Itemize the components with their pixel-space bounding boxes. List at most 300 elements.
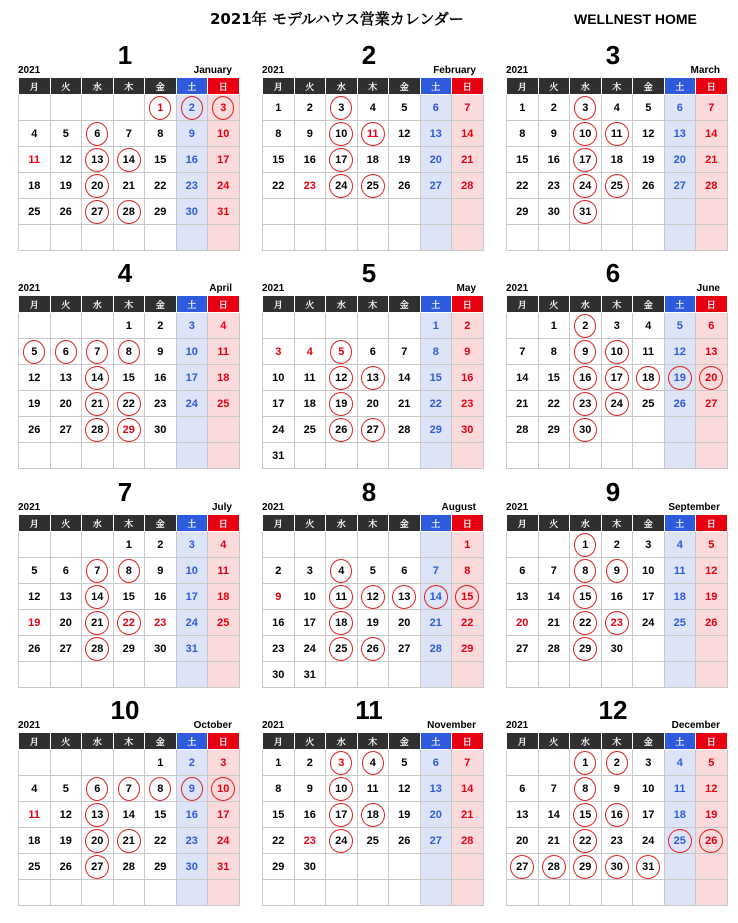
day-number: 23 <box>154 616 167 629</box>
empty-cell <box>50 532 82 558</box>
day-cell <box>420 610 452 636</box>
day-number: 23 <box>547 179 560 192</box>
day-cell <box>664 95 696 121</box>
empty-cell <box>389 532 421 558</box>
day-number: 6 <box>676 101 683 114</box>
day-number: 11 <box>673 782 686 795</box>
day-number: 7 <box>519 345 526 358</box>
day-number: 3 <box>645 756 652 769</box>
month-year: 2021 <box>506 502 529 513</box>
day-cell <box>664 147 696 173</box>
month-number: 1 <box>117 40 133 70</box>
day-number: 24 <box>303 642 316 655</box>
day-number: 20 <box>429 153 442 166</box>
day-cell <box>664 121 696 147</box>
weekday-header: 金 <box>633 78 665 95</box>
day-number: 26 <box>642 179 655 192</box>
empty-cell <box>82 95 114 121</box>
day-cell <box>326 391 358 417</box>
weekday-header: 金 <box>145 733 177 750</box>
day-number: 27 <box>59 642 72 655</box>
day-number: 19 <box>28 397 41 410</box>
day-cell <box>113 365 145 391</box>
day-number: 8 <box>275 782 282 795</box>
weekday-header: 火 <box>50 296 82 313</box>
day-number: 15 <box>154 153 167 166</box>
empty-cell <box>19 443 51 469</box>
day-number: 26 <box>59 860 72 873</box>
month-april <box>18 258 232 469</box>
day-number: 16 <box>154 590 167 603</box>
day-number: 23 <box>610 834 623 847</box>
day-number: 5 <box>708 756 715 769</box>
day-number: 29 <box>547 423 560 436</box>
day-cell <box>50 339 82 365</box>
day-number: 1 <box>464 538 471 551</box>
empty-cell <box>50 662 82 688</box>
day-cell <box>420 339 452 365</box>
weekday-header: 火 <box>50 78 82 95</box>
month-header <box>18 695 232 732</box>
weekday-header: 木 <box>357 296 389 313</box>
day-cell <box>633 147 665 173</box>
day-number: 5 <box>401 756 408 769</box>
empty-cell <box>601 225 633 251</box>
day-cell <box>420 802 452 828</box>
day-number: 17 <box>217 808 230 821</box>
day-number: 22 <box>516 179 529 192</box>
day-number: 29 <box>154 205 167 218</box>
day-cell <box>507 417 539 443</box>
day-cell <box>208 802 240 828</box>
day-number: 4 <box>676 756 683 769</box>
month-table <box>262 295 484 469</box>
day-cell <box>389 776 421 802</box>
closed-day-number: 22 <box>579 834 592 847</box>
day-cell <box>82 636 114 662</box>
day-number: 25 <box>366 834 379 847</box>
day-cell <box>696 339 728 365</box>
closed-day-number: 25 <box>610 179 623 192</box>
day-number: 14 <box>705 127 718 140</box>
month-name: February <box>433 65 476 76</box>
closed-day-number: 8 <box>582 564 589 577</box>
day-cell <box>82 365 114 391</box>
day-cell <box>113 417 145 443</box>
empty-cell <box>294 880 326 906</box>
day-number: 1 <box>519 101 526 114</box>
day-cell <box>176 95 208 121</box>
day-cell <box>82 854 114 880</box>
day-cell <box>176 610 208 636</box>
day-cell <box>50 417 82 443</box>
day-number: 28 <box>461 834 474 847</box>
weekday-header: 水 <box>326 78 358 95</box>
day-cell <box>263 443 295 469</box>
day-cell <box>696 584 728 610</box>
day-cell <box>294 339 326 365</box>
day-number: 7 <box>464 101 471 114</box>
empty-cell <box>113 750 145 776</box>
day-cell <box>389 610 421 636</box>
empty-cell <box>263 880 295 906</box>
empty-cell <box>420 854 452 880</box>
day-cell <box>19 365 51 391</box>
weekday-header: 月 <box>19 296 51 313</box>
day-cell <box>113 610 145 636</box>
day-cell <box>664 610 696 636</box>
day-number: 27 <box>429 834 442 847</box>
day-cell <box>50 802 82 828</box>
day-cell <box>538 417 570 443</box>
day-cell <box>696 610 728 636</box>
day-number: 29 <box>516 205 529 218</box>
day-cell <box>538 854 570 880</box>
day-cell <box>601 365 633 391</box>
day-cell <box>452 121 484 147</box>
day-cell <box>389 95 421 121</box>
closed-day-number: 18 <box>366 808 379 821</box>
day-number: 19 <box>366 616 379 629</box>
day-cell <box>452 339 484 365</box>
day-cell <box>176 391 208 417</box>
day-cell <box>570 532 602 558</box>
empty-cell <box>696 880 728 906</box>
day-number: 15 <box>122 371 135 384</box>
day-number: 3 <box>306 564 313 577</box>
day-number: 15 <box>122 590 135 603</box>
empty-cell <box>570 225 602 251</box>
day-cell <box>452 391 484 417</box>
day-number: 18 <box>366 153 379 166</box>
day-number: 4 <box>31 127 38 140</box>
empty-cell <box>507 313 539 339</box>
weekday-header: 土 <box>664 296 696 313</box>
day-number: 2 <box>157 538 164 551</box>
day-cell <box>294 95 326 121</box>
day-cell <box>633 776 665 802</box>
day-cell <box>208 584 240 610</box>
day-number: 24 <box>642 834 655 847</box>
month-november <box>262 695 476 906</box>
empty-cell <box>176 880 208 906</box>
day-cell <box>294 121 326 147</box>
closed-day-number: 19 <box>335 397 348 410</box>
closed-day-number: 25 <box>366 179 379 192</box>
day-cell <box>208 558 240 584</box>
empty-cell <box>19 880 51 906</box>
month-table <box>506 77 728 251</box>
day-cell <box>570 147 602 173</box>
day-cell <box>19 147 51 173</box>
day-number: 9 <box>157 564 164 577</box>
day-number: 18 <box>673 590 686 603</box>
day-cell <box>50 636 82 662</box>
empty-cell <box>664 199 696 225</box>
day-cell <box>601 558 633 584</box>
weekday-header: 日 <box>696 515 728 532</box>
closed-day-number: 14 <box>122 153 135 166</box>
month-name: April <box>209 283 232 294</box>
day-number: 16 <box>461 371 474 384</box>
month-table <box>18 295 240 469</box>
weekday-header: 火 <box>538 733 570 750</box>
month-december <box>506 695 720 906</box>
closed-day-number: 17 <box>610 371 623 384</box>
empty-cell <box>696 662 728 688</box>
empty-cell <box>664 662 696 688</box>
day-cell <box>50 828 82 854</box>
day-cell <box>145 391 177 417</box>
closed-day-number: 7 <box>94 564 101 577</box>
empty-cell <box>633 636 665 662</box>
empty-cell <box>357 854 389 880</box>
day-number: 19 <box>705 590 718 603</box>
day-cell <box>570 802 602 828</box>
day-cell <box>570 636 602 662</box>
day-number: 17 <box>185 590 198 603</box>
empty-cell <box>176 443 208 469</box>
day-cell <box>570 199 602 225</box>
day-cell <box>664 313 696 339</box>
day-cell <box>570 610 602 636</box>
day-cell <box>19 121 51 147</box>
month-header <box>506 695 720 732</box>
day-cell <box>208 339 240 365</box>
empty-cell <box>208 417 240 443</box>
day-cell <box>696 391 728 417</box>
day-number: 11 <box>28 153 41 166</box>
day-cell <box>82 121 114 147</box>
empty-cell <box>538 225 570 251</box>
day-number: 1 <box>157 756 164 769</box>
month-header <box>506 477 720 514</box>
day-number: 2 <box>464 319 471 332</box>
closed-day-number: 9 <box>613 564 620 577</box>
day-cell <box>389 173 421 199</box>
empty-cell <box>389 662 421 688</box>
day-cell <box>664 776 696 802</box>
empty-cell <box>82 880 114 906</box>
month-table <box>506 295 728 469</box>
month-june <box>506 258 720 469</box>
day-number: 12 <box>398 782 411 795</box>
closed-day-number: 12 <box>335 371 348 384</box>
day-cell <box>420 173 452 199</box>
day-cell <box>263 750 295 776</box>
day-cell <box>145 828 177 854</box>
empty-cell <box>696 854 728 880</box>
day-number: 11 <box>366 782 379 795</box>
day-cell <box>263 391 295 417</box>
weekday-header: 火 <box>538 515 570 532</box>
weekday-header: 土 <box>664 78 696 95</box>
day-cell <box>696 365 728 391</box>
empty-cell <box>145 880 177 906</box>
day-number: 13 <box>59 371 72 384</box>
day-cell <box>263 610 295 636</box>
day-number: 31 <box>185 642 198 655</box>
day-number: 6 <box>432 101 439 114</box>
closed-day-number: 8 <box>582 782 589 795</box>
day-cell <box>326 584 358 610</box>
closed-day-number: 17 <box>335 808 348 821</box>
day-cell <box>145 417 177 443</box>
day-number: 7 <box>125 127 132 140</box>
day-cell <box>507 173 539 199</box>
closed-day-number: 24 <box>579 179 592 192</box>
empty-cell <box>696 417 728 443</box>
day-number: 29 <box>461 642 474 655</box>
weekday-header: 土 <box>176 296 208 313</box>
day-number: 2 <box>275 564 282 577</box>
day-cell <box>176 828 208 854</box>
day-number: 10 <box>217 127 230 140</box>
empty-cell <box>633 880 665 906</box>
empty-cell <box>538 532 570 558</box>
day-number: 5 <box>62 782 69 795</box>
day-cell <box>82 339 114 365</box>
day-cell <box>294 173 326 199</box>
day-cell <box>664 173 696 199</box>
day-number: 13 <box>429 782 442 795</box>
day-cell <box>633 828 665 854</box>
day-cell <box>294 417 326 443</box>
weekday-header: 日 <box>696 78 728 95</box>
month-name: January <box>193 65 232 76</box>
day-number: 21 <box>547 834 560 847</box>
day-cell <box>176 147 208 173</box>
day-cell <box>113 199 145 225</box>
day-number: 22 <box>272 834 285 847</box>
day-number: 23 <box>272 642 285 655</box>
day-cell <box>176 636 208 662</box>
day-number: 20 <box>429 808 442 821</box>
weekday-header: 水 <box>326 515 358 532</box>
day-number: 15 <box>272 808 285 821</box>
weekday-header: 木 <box>113 78 145 95</box>
day-cell <box>294 147 326 173</box>
day-number: 26 <box>398 834 411 847</box>
closed-day-number: 26 <box>705 834 718 847</box>
month-name: March <box>690 65 720 76</box>
weekday-header: 日 <box>452 78 484 95</box>
day-number: 22 <box>272 179 285 192</box>
empty-cell <box>326 662 358 688</box>
day-cell <box>294 365 326 391</box>
closed-day-number: 17 <box>579 153 592 166</box>
day-cell <box>113 147 145 173</box>
closed-day-number: 6 <box>94 127 101 140</box>
day-cell <box>389 750 421 776</box>
day-number: 8 <box>519 127 526 140</box>
weekday-header: 月 <box>263 296 295 313</box>
day-number: 2 <box>306 101 313 114</box>
empty-cell <box>82 750 114 776</box>
closed-day-number: 21 <box>122 834 135 847</box>
day-cell <box>113 558 145 584</box>
weekday-header: 日 <box>696 733 728 750</box>
day-cell <box>420 313 452 339</box>
month-march <box>506 40 720 251</box>
day-cell <box>357 750 389 776</box>
day-number: 25 <box>642 397 655 410</box>
closed-day-number: 24 <box>335 834 348 847</box>
month-year: 2021 <box>506 65 529 76</box>
day-cell <box>357 802 389 828</box>
day-number: 20 <box>366 397 379 410</box>
day-number: 28 <box>516 423 529 436</box>
weekday-header: 日 <box>452 296 484 313</box>
empty-cell <box>696 225 728 251</box>
closed-day-number: 20 <box>705 371 718 384</box>
day-cell <box>507 802 539 828</box>
day-number: 4 <box>645 319 652 332</box>
day-number: 13 <box>429 127 442 140</box>
empty-cell <box>664 880 696 906</box>
month-header <box>262 258 476 295</box>
day-cell <box>357 391 389 417</box>
closed-day-number: 7 <box>125 782 132 795</box>
day-number: 18 <box>217 371 230 384</box>
empty-cell <box>507 662 539 688</box>
closed-day-number: 10 <box>217 782 230 795</box>
day-number: 1 <box>275 101 282 114</box>
day-number: 13 <box>516 808 529 821</box>
day-number: 7 <box>464 756 471 769</box>
day-cell <box>263 828 295 854</box>
weekday-header: 月 <box>19 78 51 95</box>
day-number: 29 <box>154 860 167 873</box>
empty-cell <box>263 225 295 251</box>
empty-cell <box>145 225 177 251</box>
day-number: 9 <box>306 782 313 795</box>
weekday-header: 水 <box>82 733 114 750</box>
empty-cell <box>633 417 665 443</box>
empty-cell <box>294 443 326 469</box>
day-cell <box>696 95 728 121</box>
day-number: 16 <box>154 371 167 384</box>
empty-cell <box>664 225 696 251</box>
weekday-header: 土 <box>420 515 452 532</box>
day-number: 26 <box>59 205 72 218</box>
empty-cell <box>538 662 570 688</box>
day-cell <box>538 173 570 199</box>
day-cell <box>507 121 539 147</box>
day-cell <box>294 750 326 776</box>
weekday-header: 日 <box>696 296 728 313</box>
day-cell <box>570 313 602 339</box>
day-cell <box>696 532 728 558</box>
day-cell <box>538 313 570 339</box>
day-cell <box>208 828 240 854</box>
day-cell <box>208 391 240 417</box>
day-number: 14 <box>398 371 411 384</box>
day-number: 23 <box>461 397 474 410</box>
closed-day-number: 1 <box>582 756 589 769</box>
empty-cell <box>208 225 240 251</box>
day-cell <box>263 365 295 391</box>
weekday-header: 金 <box>389 78 421 95</box>
month-header <box>18 40 232 77</box>
closed-day-number: 10 <box>610 345 623 358</box>
day-number: 30 <box>185 860 198 873</box>
day-cell <box>452 776 484 802</box>
closed-day-number: 5 <box>31 345 38 358</box>
day-cell <box>601 610 633 636</box>
day-number: 14 <box>122 808 135 821</box>
closed-day-number: 29 <box>579 642 592 655</box>
